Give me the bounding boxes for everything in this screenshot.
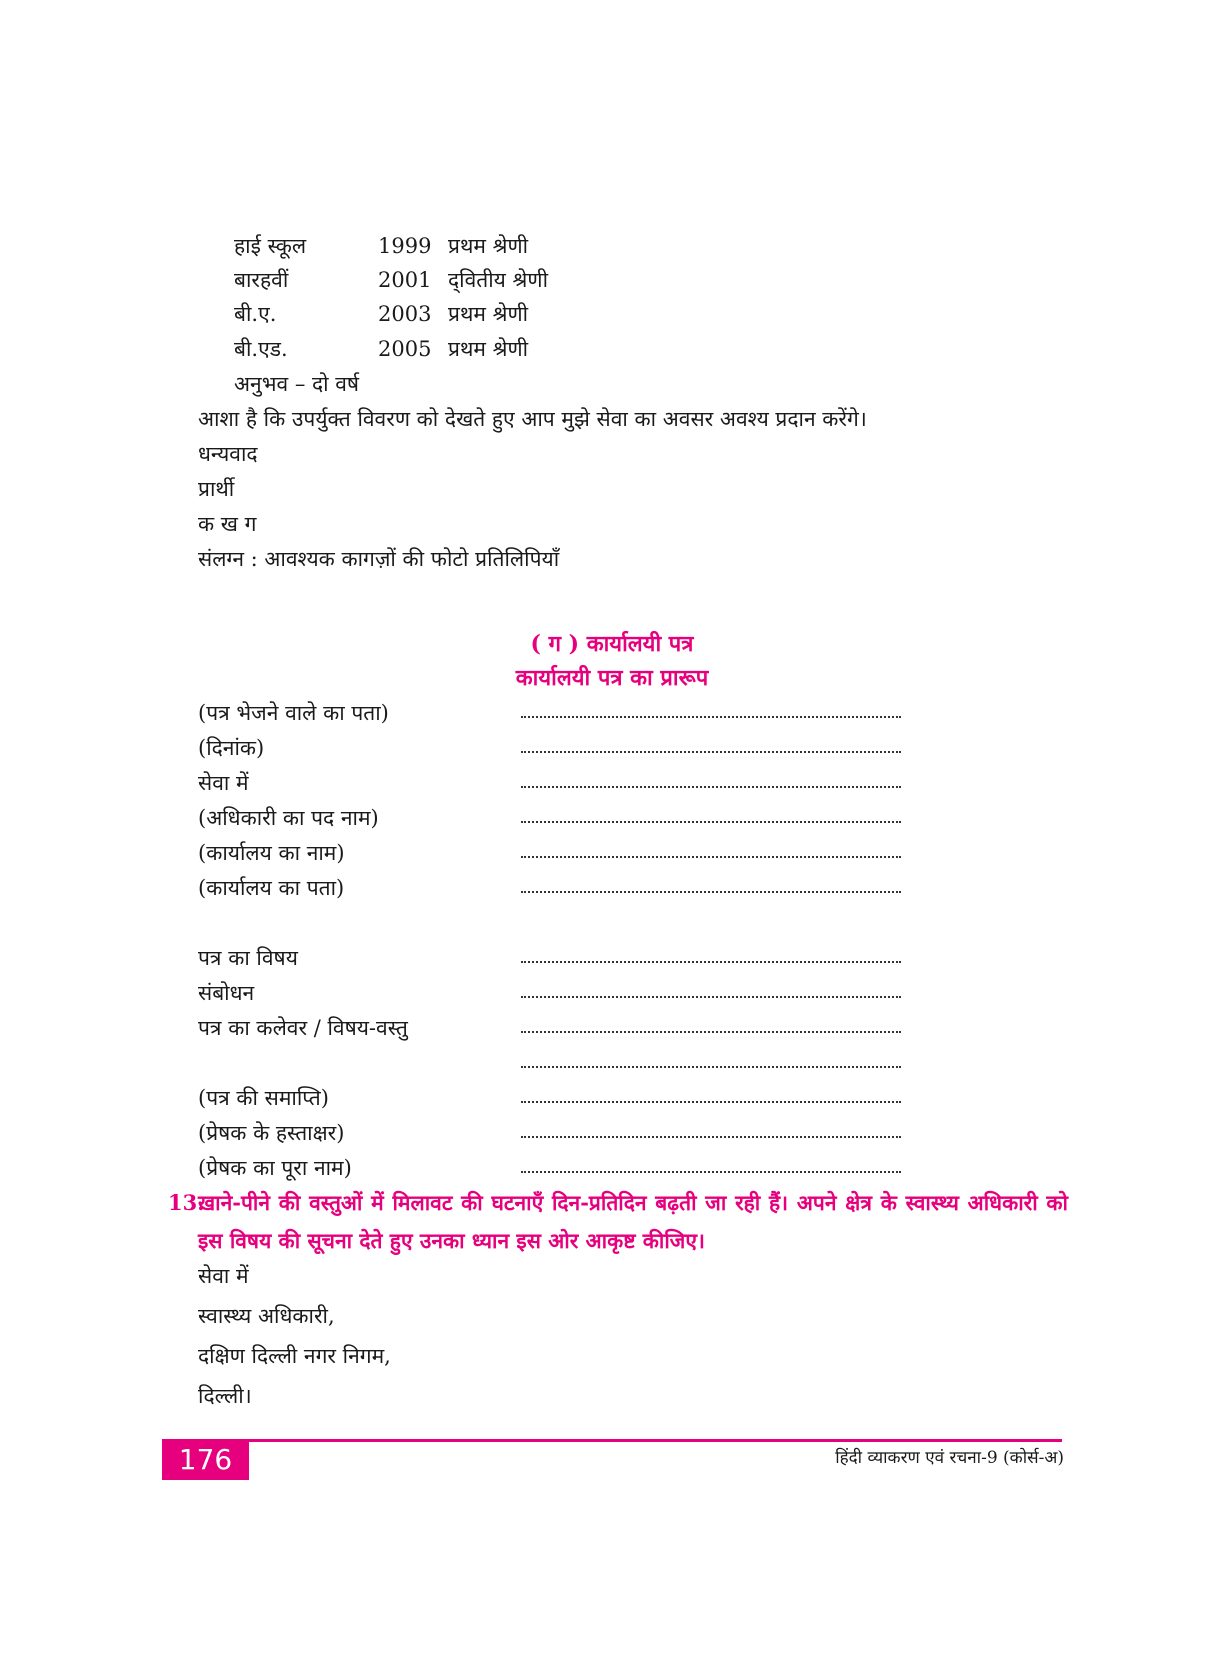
format-row	[198, 1048, 908, 1078]
qualification-name: बी.एड.	[234, 337, 288, 361]
qualification-division: प्रथम श्रेणी	[448, 302, 529, 326]
dotted-line	[521, 716, 901, 718]
dotted-line	[521, 821, 901, 823]
format-label: सेवा में	[198, 771, 249, 795]
format-row	[198, 838, 908, 868]
dotted-line	[521, 1171, 901, 1173]
qualification-division: द्‌वितीय श्रेणी	[448, 268, 549, 292]
footer-rule	[162, 1439, 1062, 1442]
answer-line: सेवा में	[198, 1264, 249, 1288]
dotted-line	[521, 961, 901, 963]
section-heading: ( ग ) कार्यालयी पत्र	[530, 631, 694, 657]
format-label: (अधिकारी का पद नाम)	[198, 806, 379, 830]
format-label: (प्रेषक का पूरा नाम)	[198, 1156, 352, 1180]
qualification-year: 2005	[378, 337, 432, 361]
dotted-line	[521, 891, 901, 893]
format-row	[198, 768, 908, 798]
page-number: 176	[162, 1440, 249, 1480]
qualification-year: 2003	[378, 302, 432, 326]
format-row	[198, 698, 908, 728]
format-label: (पत्र भेजने वाले का पता)	[198, 701, 389, 725]
format-row	[198, 1153, 908, 1183]
dotted-line	[521, 1066, 901, 1068]
enclosure-line: संलग्न : आवश्यक कागज़ों की फोटो प्रतिलिपियाँ	[198, 547, 560, 571]
qualification-name: बी.ए.	[234, 302, 277, 326]
qualification-year: 2001	[378, 268, 432, 292]
dotted-line	[521, 1136, 901, 1138]
answer-line: स्वास्थ्य अधिकारी,	[198, 1304, 335, 1328]
format-row	[198, 803, 908, 833]
format-label: संबोधन	[198, 981, 255, 1005]
question-text: खाने-पीने की वस्तुओं में मिलावट की घटनाएँ दिन-प्रतिदिन बढ़ती जा रही हैं। अपने क्षेत्र के स्वास्थ्य अधिकारी को इस विषय की सूचना देते हुए उनका ध्यान इस ओर आकृष्ट कीजिए।	[198, 1190, 1068, 1253]
format-label: पत्र का विषय	[198, 946, 298, 970]
experience-line: अनुभव – दो वर्ष	[234, 372, 360, 396]
format-row	[198, 1118, 908, 1148]
format-row	[198, 873, 908, 903]
format-row	[198, 1013, 908, 1043]
section-subheading: कार्यालयी पत्र का प्रारूप	[515, 665, 709, 691]
question-number: 13.	[168, 1190, 205, 1215]
dotted-line	[521, 751, 901, 753]
qualification-name: हाई स्कूल	[234, 234, 307, 258]
format-row	[198, 943, 908, 973]
dotted-line	[521, 786, 901, 788]
format-row	[198, 733, 908, 763]
format-label: (कार्यालय का पता)	[198, 876, 345, 900]
dotted-line	[521, 856, 901, 858]
qualification-division: प्रथम श्रेणी	[448, 337, 529, 361]
format-label: (प्रेषक के हस्ताक्षर)	[198, 1121, 345, 1145]
format-label: पत्र का कलेवर / विषय-वस्तु	[198, 1016, 408, 1040]
hope-line: आशा है कि उपर्युक्त विवरण को देखते हुए आप मुझे सेवा का अवसर अवश्य प्रदान करेंगे।	[198, 407, 867, 431]
thanks-line: धन्यवाद	[198, 442, 258, 466]
qualification-name: बारहवीं	[234, 268, 289, 292]
format-row	[198, 978, 908, 1008]
answer-line: दिल्ली।	[198, 1384, 252, 1408]
format-label: (पत्र की समाप्ति)	[198, 1086, 329, 1110]
format-label: (दिनांक)	[198, 736, 265, 760]
dotted-line	[521, 1101, 901, 1103]
format-label: (कार्यालय का नाम)	[198, 841, 345, 865]
qualification-division: प्रथम श्रेणी	[448, 234, 529, 258]
book-title: हिंदी व्याकरण एवं रचना-9 (कोर्स-अ)	[835, 1448, 1064, 1468]
dotted-line	[521, 1031, 901, 1033]
applicant-line: प्रार्थी	[198, 477, 235, 501]
answer-line: दक्षिण दिल्ली नगर निगम,	[198, 1344, 391, 1368]
format-row	[198, 1083, 908, 1113]
applicant-name: क ख ग	[198, 512, 257, 536]
qualification-year: 1999	[378, 234, 432, 258]
dotted-line	[521, 996, 901, 998]
